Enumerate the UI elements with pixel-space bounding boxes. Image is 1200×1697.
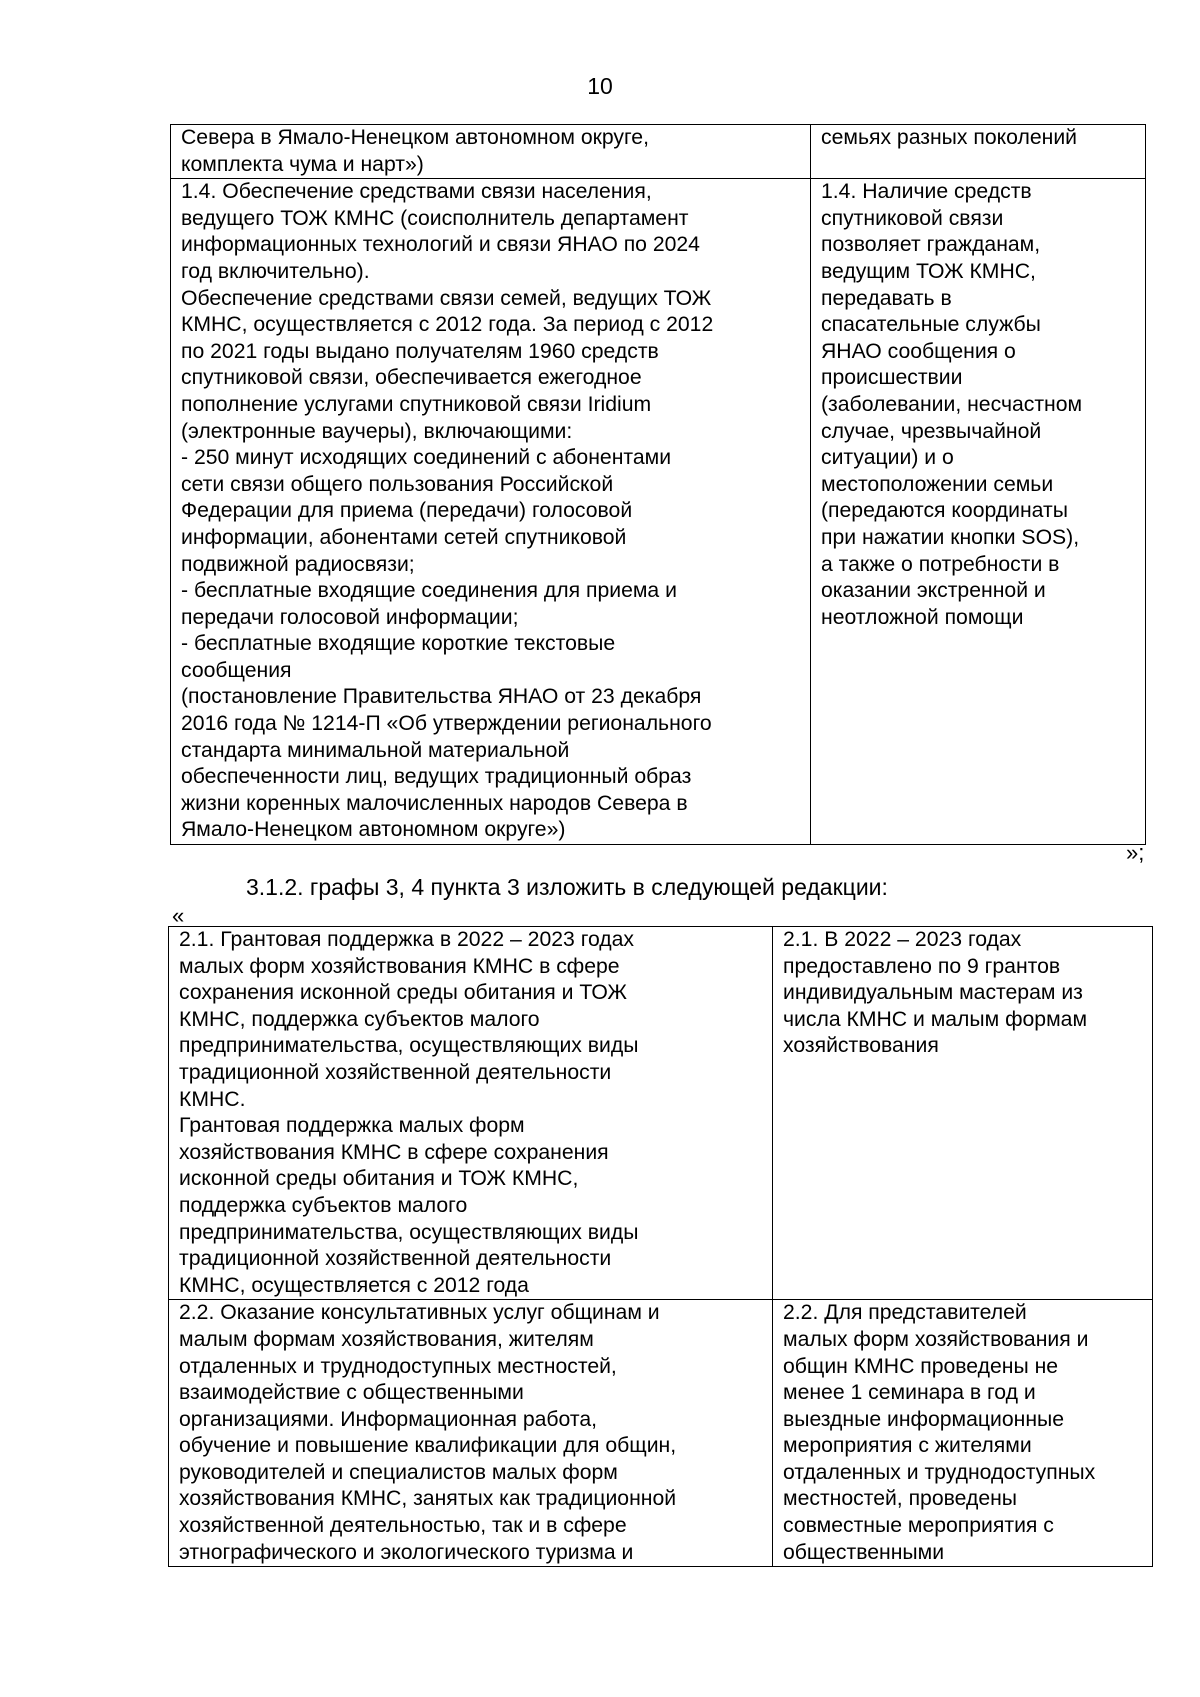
- page-number: 10: [587, 73, 613, 99]
- table-cell-result: семьях разных поколений: [811, 125, 1146, 179]
- amendment-instruction: 3.1.2. графы 3, 4 пункта 3 изложить в следующей редакции:: [246, 874, 888, 900]
- measures-table-continued: [170, 124, 1146, 845]
- opening-quote: «: [172, 903, 185, 928]
- table-cell-measure: 2.1. Грантовая поддержка в 2022 – 2023 годах малых форм хозяйствования КМНС в сфере сохранения исконной среды обитания и ТОЖ КМНС, поддержка субъектов малого предпринимательства, осуществляющих виды традиционной хозяйственной деятельности КМНС. Грантовая поддержка малых форм хозяйствования КМНС в сфере сохранения исконной среды обитания и ТОЖ КМНС, поддержка субъектов малого предпринимательства, осуществляющих виды традиционной хозяйственной деятельности КМНС, осуществляется с 2012 года: [169, 927, 773, 1300]
- table-row: [171, 179, 1146, 845]
- table-cell-measure: 1.4. Обеспечение средствами связи населения, ведущего ТОЖ КМНС (соисполнитель департамент информационных технологий и связи ЯНАО по 2024 год включительно). Обеспечение средствами связи семей, ведущих ТОЖ КМНС, осуществляется с 2012 года. За период с 2012 по 2021 годы выдано получателям 1960 средств спутниковой связи, обеспечивается ежегодное пополнение услугами спутниковой связи Iridium (электронные ваучеры), включающими: - 250 минут исходящих соединений с абонентами сети связи общего пользования Российской Федерации для приема (передачи) голосовой информации, абонентами сетей спутниковой подвижной радиосвязи; - бесплатные входящие соединения для приема и передачи голосовой информации; - бесплатные входящие короткие текстовые сообщения (постановление Правительства ЯНАО от 23 декабря 2016 года № 1214-П «Об утверждении регионального стандарта минимальной материальной обеспеченности лиц, ведущих традиционный образ жизни коренных малочисленных народов Севера в Ямало-Ненецком автономном округе»): [171, 179, 811, 845]
- closing-quote: »;: [1126, 840, 1145, 865]
- table-cell-result: 2.1. В 2022 – 2023 годах предоставлено по 9 грантов индивидуальным мастерам из числа КМНС и малым формам хозяйствования: [773, 927, 1153, 1300]
- measures-table-new-edition: [168, 926, 1153, 1567]
- table-cell-result: 1.4. Наличие средств спутниковой связи позволяет гражданам, ведущим ТОЖ КМНС, передавать в спасательные службы ЯНАО сообщения о происшествии (заболевании, несчастном случае, чрезвычайной ситуации) и о местоположении семьи (передаются координаты при нажатии кнопки SOS), а также о потребности в оказании экстренной и неотложной помощи: [811, 179, 1146, 845]
- table-row: [169, 927, 1153, 1300]
- table-cell-measure: 2.2. Оказание консультативных услуг общинам и малым формам хозяйствования, жителям отдаленных и труднодоступных местностей, взаимодействие с общественными организациями. Информационная работа, обучение и повышение квалификации для общин, руководителей и специалистов малых форм хозяйствования КМНС, занятых как традиционной хозяйственной деятельностью, так и в сфере этнографического и экологического туризма и: [169, 1300, 773, 1567]
- table-cell-result: 2.2. Для представителей малых форм хозяйствования и общин КМНС проведены не менее 1 семинара в год и выездные информационные мероприятия с жителями отдаленных и труднодоступных местностей, проведены совместные мероприятия с общественными: [773, 1300, 1153, 1567]
- table-row: [171, 125, 1146, 179]
- table-row: [169, 1300, 1153, 1567]
- table-cell-measure: Севера в Ямало-Ненецком автономном округе, комплекта чума и нарт»): [171, 125, 811, 179]
